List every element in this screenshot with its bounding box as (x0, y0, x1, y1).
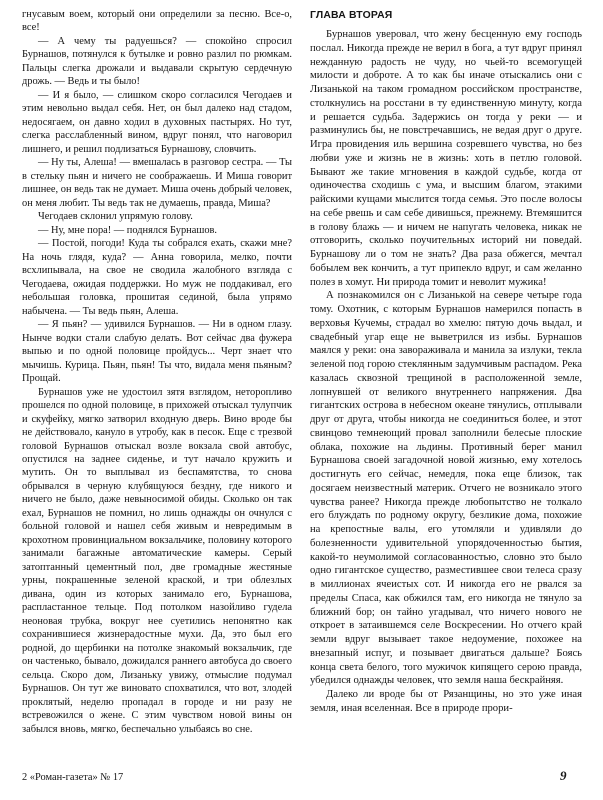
paragraph: — Я пьян? — удивился Бурнашов. — Ни в одном глазу. Нынче водки стали слабую делать. Вот сейчас два фужера выпью и по одной половице пройдусь... Черт знает что мычишь. Курица. Пьян, пьян! Ты что, видала меня пьяным? Прощай. (22, 319, 292, 385)
paragraph: — Постой, погоди! Куда ты собрался ехать, скажи мне? На ночь глядя, куда? — Анна говорила, мелко, почти всхлипывала, на свое не сводила жалобного взгляда с Чегодаева, ожидая поддержки. Но муж не поддакивал, его небольшая головка, прошитая сединой, была упрямо набычена. — Ты ведь пьян, Алеша. (22, 238, 292, 317)
paragraph: Бурнашов уверовал, что жену бесценную ему господь послал. Никогда прежде не верил в бога, а тут вдруг принял нежданную радость не чуду, но чьей-то всемогущей милости и доброте. А то как бы иначе отыскались они с Лизанькой на таком громадном российском пространстве, столкнулись на росстани в ту единственную минуту, когда и решается судьба. Задержись он тогда у реки — и разминулись бы, не повстречавшись, не ведая друг о друге. Игра провидения иль вершина созревшего чувства, но без любви уже и жизнь не в жизнь: хоть в петлю головой. Бывают же такие мгновения в каждой судьбе, когда от одиночества сходишь с ума, и высшим благом, этакими райскими кущами мыслится тогда семья. Это после волосы на себе рвешь и сам себе дивишься, прежнему. Втемяшится в голову блажь — и ничем не напугать человека, никак не отговорить, сколько поучительных историй ни поведай. Бурнашову ли о том не знать? Два раза обжегся, мечтал бобылем век кончить, а тут припекло вдруг, и сам желанно полез в хомут. Ни природа томит и неволит мужика! (310, 29, 582, 288)
paragraph: Далеко ли вроде бы от Рязанщины, но это уже иная земля, иная вселенная. Все в природе прори- (310, 689, 582, 714)
paragraph: Чегодаев склонил упрямую голову. (38, 211, 193, 223)
paragraph: А познакомился он с Лизанькой на севере четыре года тому. Охотник, с которым Бурнашов намерился попасть в верховья Кучемы, страдал во хмелю: пятую дочь выдал, и свадебный угар еще не выветрился из избы. Бурнашов маялся у реки: она завораживала и манила за излуки, текла зеленой под горою стеклянным задумчивым распадом. Река казалась сквозной трещиной в расположенной земле, лопнувшей от великого внутреннего напряжения. Два гигантских острова в небесном океане тянулись, отплывали друг от друга, чтобы никогда не соединиться более, и этот свинцово темнеющий провал заполнили белесые плоские облака, похожие на льдины. Противный берег манил Бурнашова своей загадочной новой жизнью, ему хотелось достигнуть его сейчас, немедля, пока еще близок, так досягаем неизвестный материк. Отчего не возникало этого чувства ранее? Никогда прежде любопытство не толкало его блуждать по родному округу, безликие дома, похожие на крепостные валы, его утомляли и удивляли до болезненности удивительной упорядоченностью бытия, какой-то неумолимой согласованностью, словно это было одно гигантское существо, разместившее свои телеса сразу в миллионах ячеистых сот. И никогда его не рвался за пределы Спаса, как обжился там, его никогда не тянуло за ближний бор; он тайно угадывал, что ничего нового не откроет в затаившемся селе Воскресении. Но отчего край земли вдруг вызывает такое недоумение, похожее на внезапный испуг, и позывает двигаться дальше? Боясь конца света белого, того мужичок кипящего серою правда, убедился однажды человек, что земля наша бескрайняя. (310, 290, 582, 687)
paragraph: — Ну ты, Алеша! — вмешалась в разговор сестра. — Ты в стельку пьян и ничего не соображаешь. И Миша говорит лишнее, он ведь так не думает. Миша очень добрый человек, он меня любит. Ты ведь так не думаешь, правда, Миша? (22, 157, 292, 209)
page-number: 9 (560, 768, 567, 783)
right-column (310, 8, 582, 716)
paragraph: гнусавым воем, который они определили за песню. Все-о, все! (22, 9, 292, 34)
chapter-title: ГЛАВА ВТОРАЯ (310, 10, 393, 21)
left-column (22, 8, 292, 736)
paragraph: — А чему ты радуешься? — спокойно спросил Бурнашов, потянулся к бутылке и ровно разлил по рюмкам. Пальцы слегка дрожали и выдавали скрытую сердечную дрожь. — Ведь и ты было! (22, 35, 292, 88)
paragraph: Бурнашов уже не удостоил зятя взглядом, неторопливо прошелся по одной половице, в прихожей отыскал тулупчик и скуфейку, мягко затворил входную дверь. Вино вроде бы не действовало, кануло в утробу, как в песок. Еще с трезвой головой Бурнашов отыскал возле вокзала свой автобус, опустился на заднее сиденье, и тут начало кружить и мутить. Он то выплывал из беспамятства, то снова обрывался в черную клубящуюся бездну, где никого и ничего не было, даже невыносимой обиды. Сколько он так ехал, Бурнашов не помнил, но лишь однажды он очнулся с больной головой и нашел себя живым и невредимым в крохотном провинциальном вокзальчике, половину которого занимали багажные автоматические камеры. Серый затоптанный цементный пол, две громадные жестяные урны, покрашенные зеленой краской, и три облезлых дивана, один из которых занимало его, Бурнашова, распластанное тельце. Под потолком назойливо гудела неоновая трубка, вокруг нее суетились непонятно как сохранившиеся жизнерадостные мухи. Да, это был его родной, до щербинки на потолке знакомый вокзальчик, где он частенько, бывало, дожидался раннего автобуса до своего сельца. Скоро дом, Лизаньку увижу, отмыслие подумал Бурнашов. Он тут же виновато спохватился, что вот, злодей проклятый, неделю пропадал в городе и ни разу не встревожился о жене. С этим чувством новой вины он забылся вновь, мягко, беспечально улыбаясь во сне. (22, 386, 292, 735)
paragraph: — Ну, мне пора! — поднялся Бурнашов. (38, 224, 218, 236)
footer-issue-label: 2 «Роман-газета» № 17 (22, 772, 124, 783)
paragraph: — И я было, — слишком скоро согласился Чегодаев и этим невольно выдал себя. Нет, он был далеко над стадом, недосягаем, он давно ходил в духовных пастырях. Но тут, слегка расслабленный вином, вдруг понял, что наговорил лишнего, и решил подлизаться Бурнашову, словчить. (22, 89, 292, 155)
